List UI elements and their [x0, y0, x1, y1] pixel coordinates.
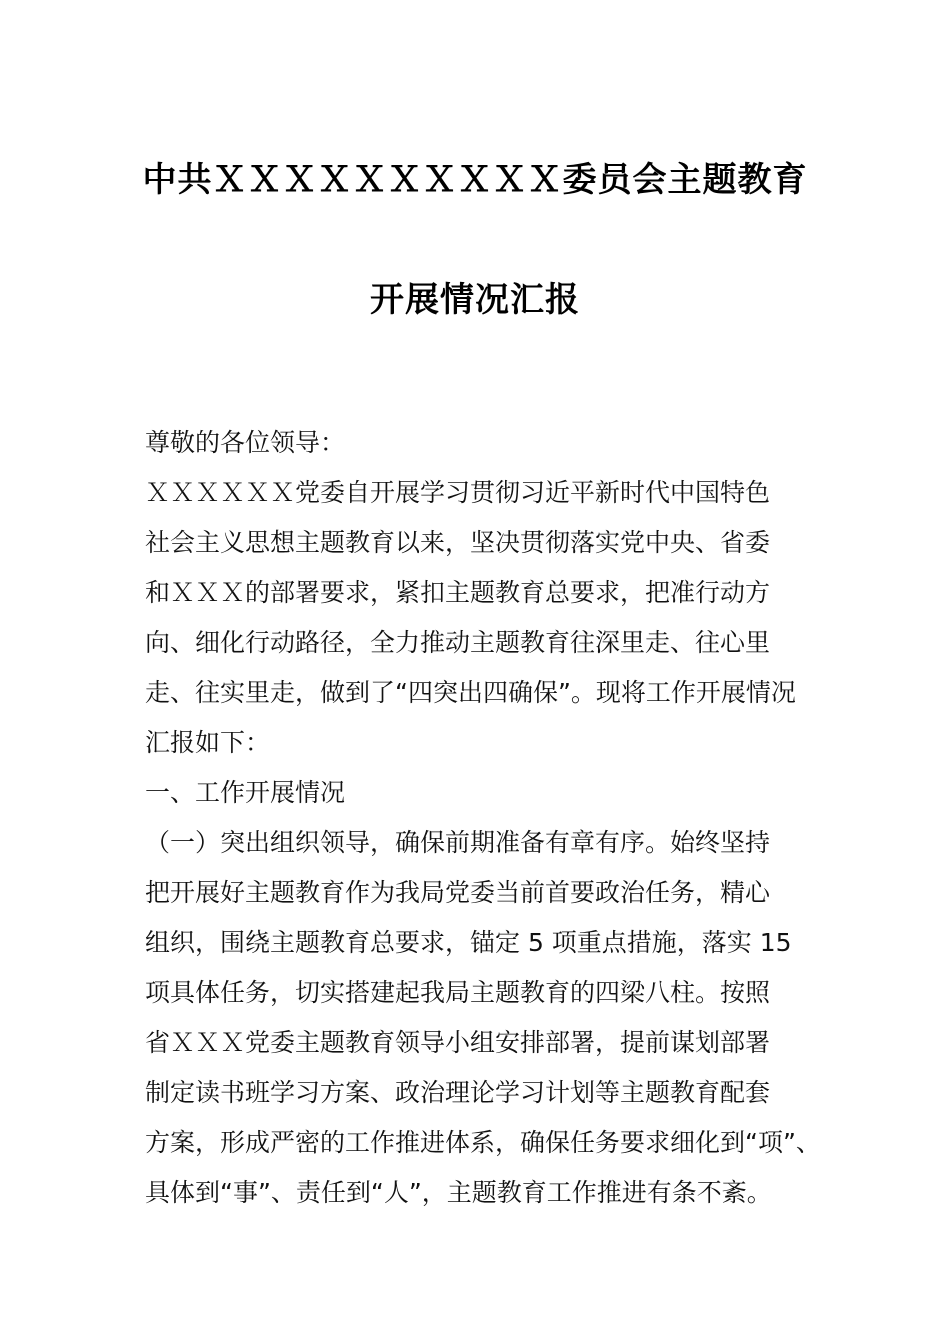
paragraph-line: ＸＸＸＸＸＸ党委自开展学习贯彻习近平新时代中国特色 [145, 478, 771, 507]
paragraph-line: 方案，形成严密的工作推进体系，确保任务要求细化到“项”、 [145, 1128, 821, 1157]
document-title-line-2: 开展情况汇报 [370, 280, 580, 320]
document-title-line-1: 中共ＸＸＸＸＸＸＸＸＸＸ委员会主题教育 [142, 160, 808, 200]
paragraph-line: 向、细化行动路径，全力推动主题教育往深里走、往心里 [145, 628, 771, 657]
paragraph-line: （一）突出组织领导，确保前期准备有章有序。始终坚持 [145, 828, 771, 857]
paragraph-line: 把开展好主题教育作为我局党委当前首要政治任务，精心 [145, 878, 771, 907]
paragraph-line: 汇报如下： [145, 728, 271, 757]
section-heading: 一、工作开展情况 [145, 778, 346, 807]
salutation: 尊敬的各位领导： [145, 428, 346, 457]
paragraph-line: 走、往实里走，做到了“四突出四确保”。现将工作开展情况 [145, 678, 796, 707]
document-body [145, 418, 835, 1218]
paragraph-line: 组织，围绕主题教育总要求，锚定 5 项重点措施，落实 15 [145, 928, 792, 957]
paragraph-line: 项具体任务，切实搭建起我局主题教育的四梁八柱。按照 [145, 978, 771, 1007]
paragraph-line: 具体到“事”、责任到“人”，主题教育工作推进有条不紊。 [145, 1178, 772, 1207]
paragraph-line: 省ＸＸＸ党委主题教育领导小组安排部署，提前谋划部署 [145, 1028, 771, 1057]
paragraph-line: 和ＸＸＸ的部署要求，紧扣主题教育总要求，把准行动方 [145, 578, 771, 607]
paragraph-line: 社会主义思想主题教育以来，坚决贯彻落实党中央、省委 [145, 528, 771, 557]
paragraph-line: 制定读书班学习方案、政治理论学习计划等主题教育配套 [145, 1078, 771, 1107]
